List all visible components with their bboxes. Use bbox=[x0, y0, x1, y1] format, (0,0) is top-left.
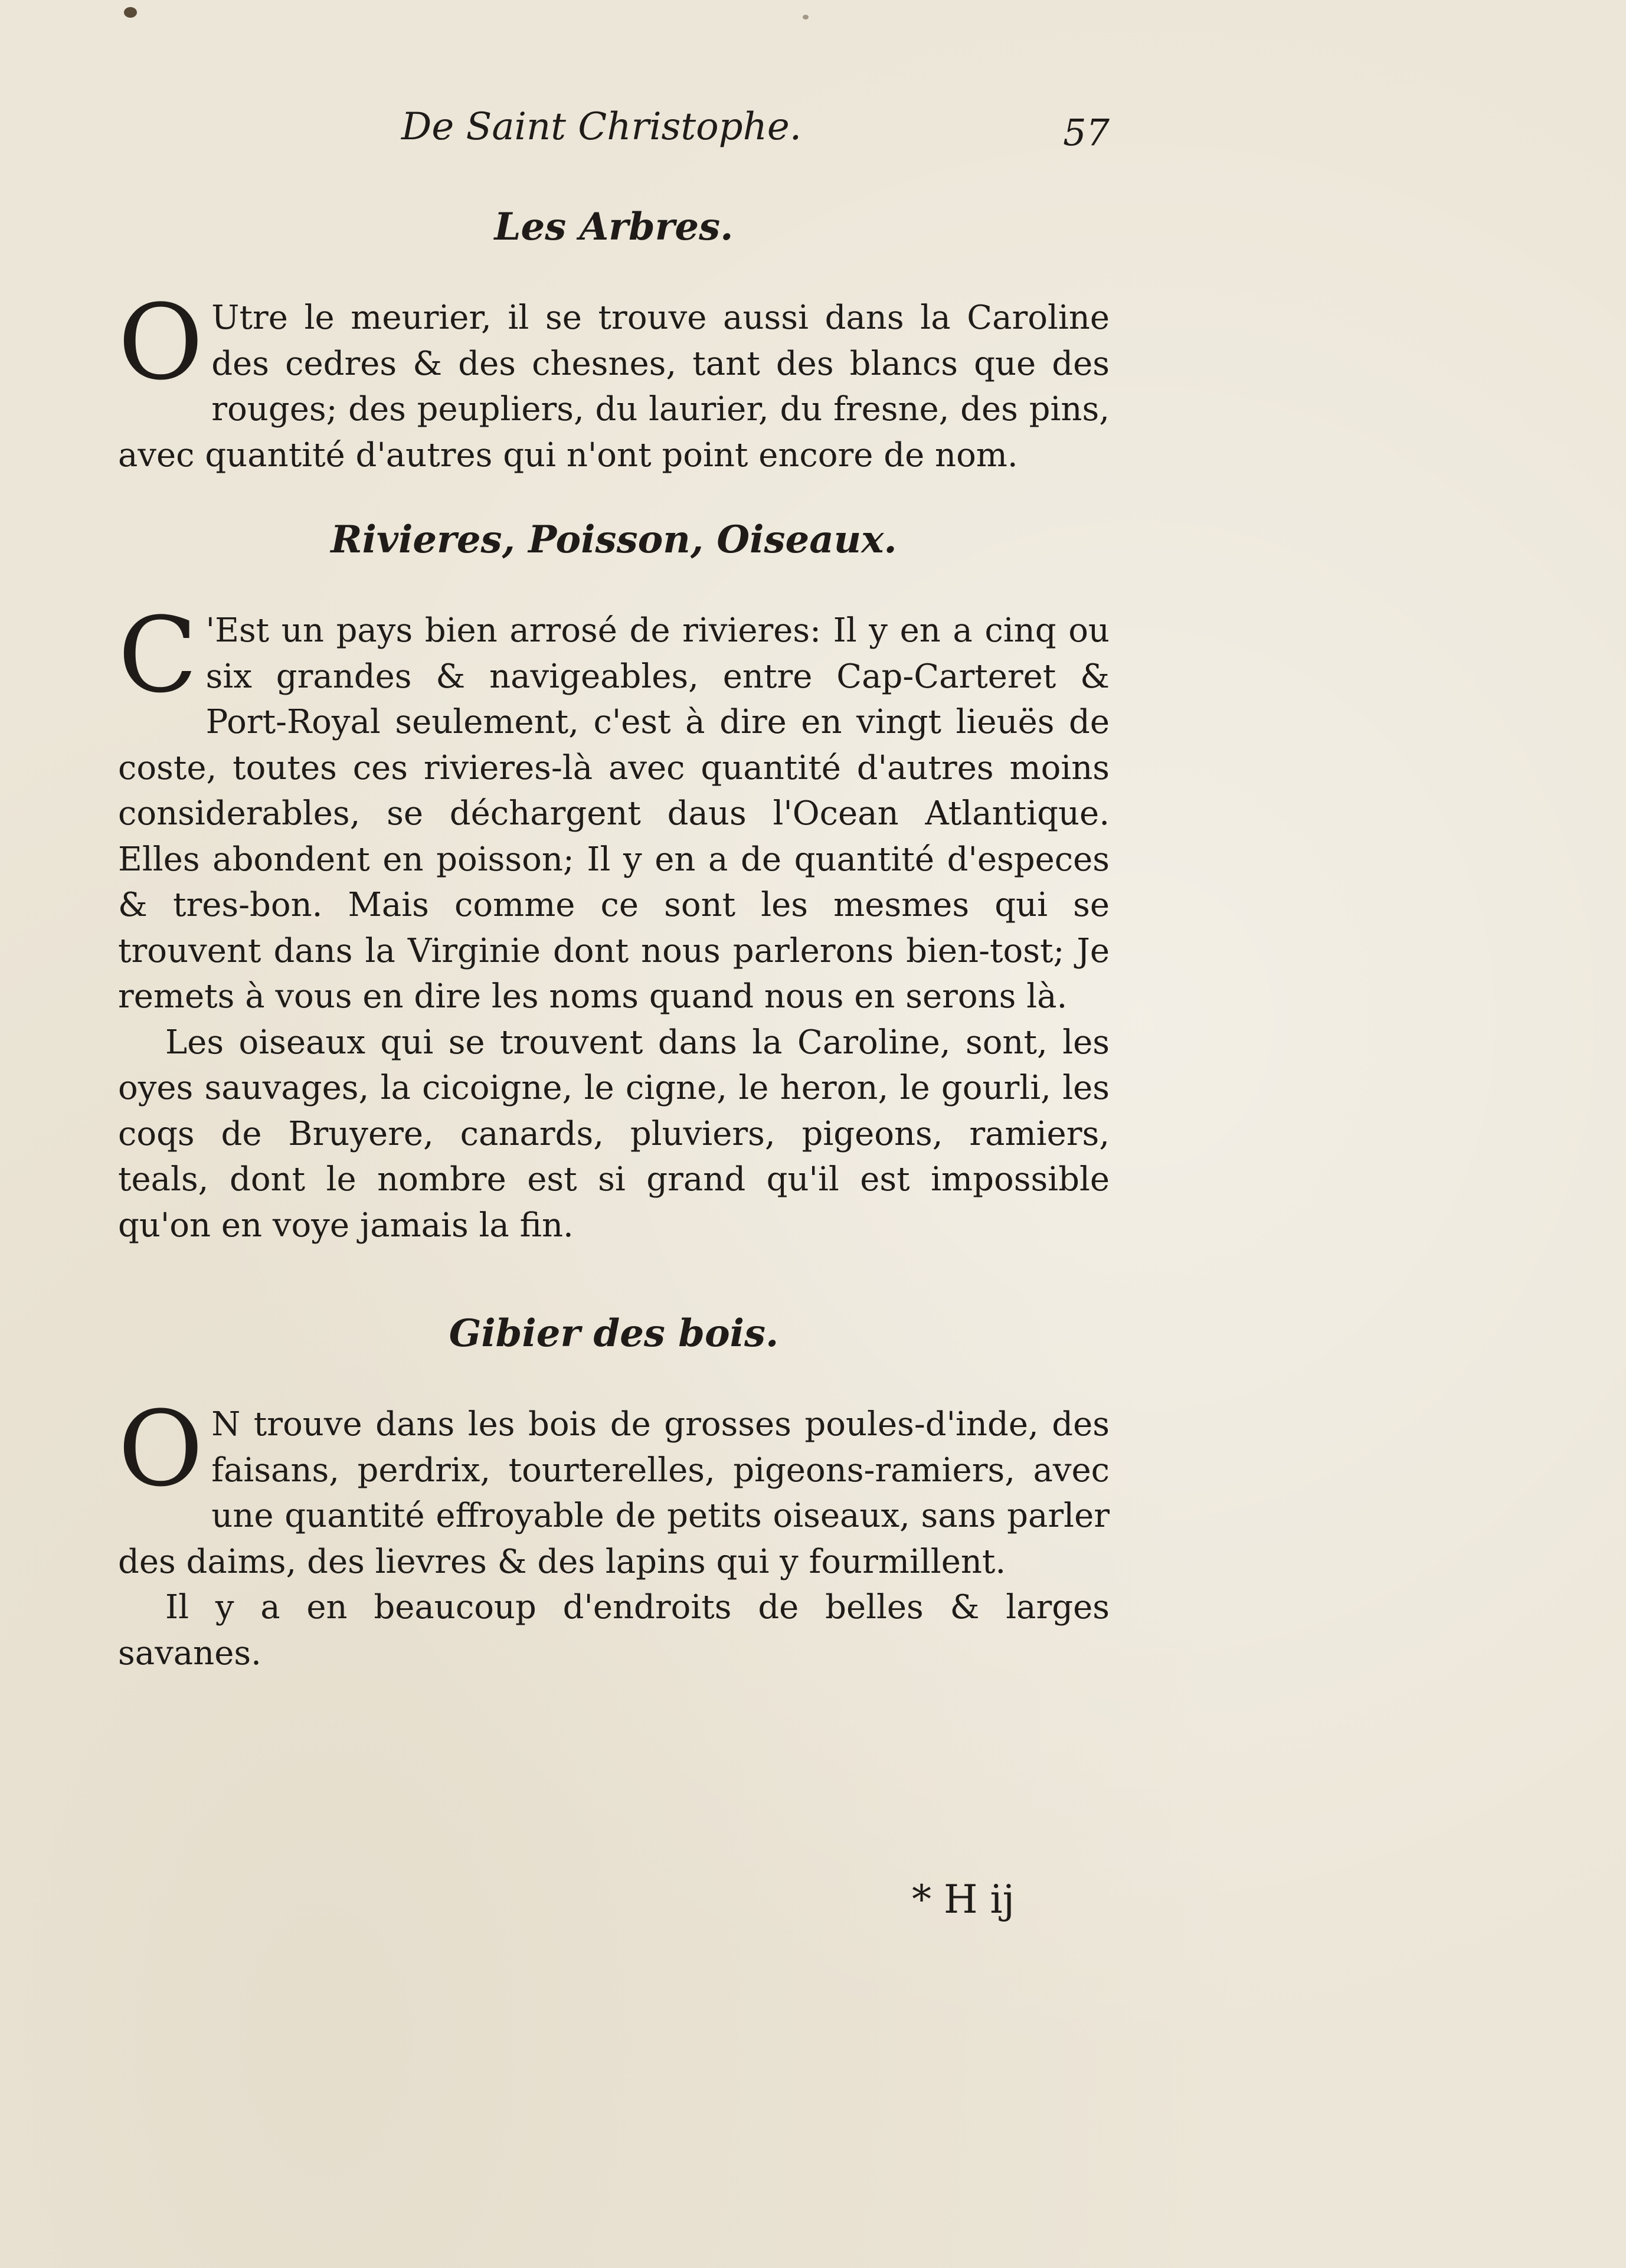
signature-mark: * H ij bbox=[912, 1877, 1015, 1922]
drop-cap: O bbox=[118, 282, 204, 403]
paragraph bbox=[118, 1389, 1110, 1585]
section-heading: Gibier des bois. bbox=[449, 1311, 779, 1356]
page-header bbox=[118, 105, 1110, 158]
paper-spot bbox=[124, 7, 137, 18]
drop-cap: O bbox=[118, 1389, 204, 1510]
paragraph bbox=[118, 1585, 1110, 1676]
paragraph-text: N trouve dans les bois de grosses poules-d'inde, des faisans, perdrix, tourterelles, pigeons-ramiers, avec une quantité effroyable de petits oiseaux, sans parler des daims, des lievres & des lapins qui y fourmillent. bbox=[118, 1405, 1110, 1581]
section-heading: Rivieres, Poisson, Oiseaux. bbox=[331, 518, 897, 562]
section-heading: Les Arbres. bbox=[494, 205, 734, 249]
paragraph-text: Il y a en beaucoup d'endroits de belles & larges savanes. bbox=[118, 1588, 1110, 1673]
running-head: De Saint Christophe. bbox=[401, 105, 802, 149]
paragraph bbox=[118, 282, 1110, 478]
paragraph bbox=[118, 595, 1110, 1020]
drop-cap: C bbox=[118, 595, 198, 716]
paragraph-text: Les oiseaux qui se trouvent dans la Caroline, sont, les oyes sauvages, la cicoigne, le cigne, le heron, le gourli, les coqs de Bruyere, canards, pluviers, pigeons, ramiers, teals, dont le nombre est si grand qu'il est impossible qu'on en voye jamais la fin. bbox=[118, 1023, 1110, 1245]
page-number: 57 bbox=[1063, 111, 1110, 154]
paper-spot bbox=[803, 15, 809, 19]
paragraph bbox=[118, 1020, 1110, 1249]
text-column bbox=[118, 201, 1110, 1676]
paragraph-text: 'Est un pays bien arrosé de rivieres: Il y en a cinq ou six grandes & navigeables, entre Cap-Carteret & Port-Royal seulement, c'est à dire en vingt lieuës de coste, toutes ces rivieres-là avec quantité d'autres moins considerables, se déchargent daus l'Ocean Atlantique. Elles abondent en poisson; Il y en a de quantité d'especes & tres-bon. Mais comme ce sont les mesmes qui se trouvent dans la Virginie dont nous parlerons bien-tost; Je remets à vous en dire les noms quand nous en serons là. bbox=[118, 611, 1110, 1016]
paragraph-text: Utre le meurier, il se trouve aussi dans la Caroline des cedres & des chesnes, tant des blancs que des rouges; des peupliers, du laurier, du fresne, des pins, avec quantité d'autres qui n'ont point encore de nom. bbox=[118, 299, 1110, 474]
